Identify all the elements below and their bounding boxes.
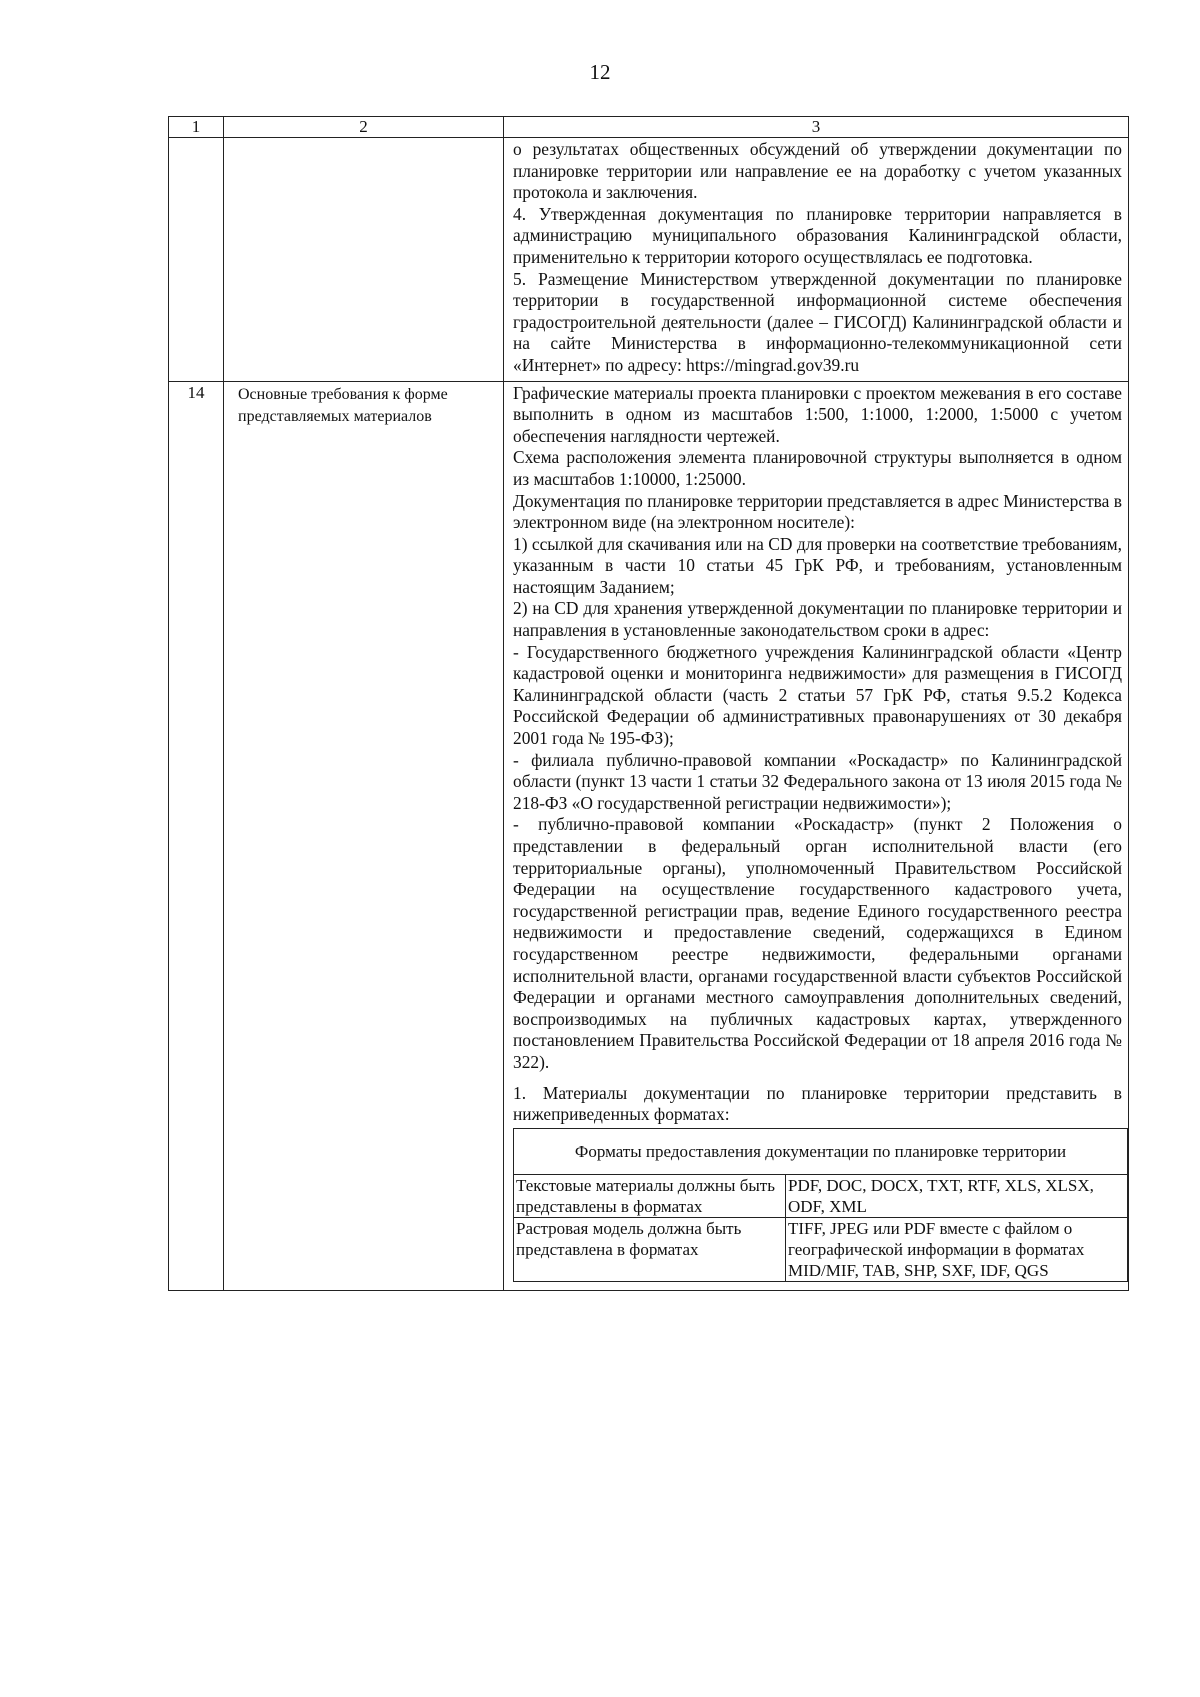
paragraph: Документация по планировке территории представляется в адрес Министерства в электронном виде (на электронном носителе):: [513, 490, 1122, 533]
column-header-3: 3: [504, 117, 1129, 138]
format-list-cell: TIFF, JPEG или PDF вместе с файлом о географической информации в форматах MID/MIF, TAB, SHP, SXF, IDF, QGS: [786, 1217, 1128, 1281]
row-number: 14: [169, 381, 224, 1290]
paragraph: 1. Материалы документации по планировке территории представить в нижеприведенных форматах:: [513, 1082, 1122, 1125]
row-content: [504, 138, 1129, 382]
row-number: [169, 138, 224, 382]
paragraph: 5. Размещение Министерством утвержденной документации по планировке территории в государственной информационной системе обеспечения градостроительной деятельности (далее – ГИСОГД) Калининградской области и на сайте Министерства в информационно-телекоммуникационной сети «Интернет» по адресу: https://mingrad.gov39.ru: [513, 268, 1122, 375]
row-label: [224, 138, 504, 382]
table-row-14: [169, 381, 1129, 1290]
paragraph: - филиала публично-правовой компании «Роскадастр» по Калининградской области (пункт 13 части 1 статьи 32 Федерального закона от 13 июля 2015 года № 218-ФЗ «О государственной регистрации недвижимости»);: [513, 749, 1122, 813]
paragraph: 1) ссылкой для скачивания или на CD для проверки на соответствие требованиям, указанным в части 10 статьи 45 ГрК РФ, и требованиям, установленным настоящим Заданием;: [513, 533, 1122, 597]
formats-table-title-row: [514, 1128, 1128, 1174]
table-row-continuation: [169, 138, 1129, 382]
column-header-1: 1: [169, 117, 224, 138]
page-number: 12: [589, 60, 611, 84]
paragraph: Графические материалы проекта планировки с проектом межевания в его составе выполнить в одном из масштабов 1:500, 1:1000, 1:2000, 1:5000 с учетом обеспечения наглядности чертежей.: [513, 382, 1122, 446]
formats-table-title: Форматы предоставления документации по планировке территории: [514, 1128, 1128, 1174]
paragraph: Схема расположения элемента планировочной структуры выполняется в одном из масштабов 1:10000, 1:25000.: [513, 447, 1122, 489]
requirements-table: [168, 116, 1129, 1291]
format-type-cell: Растровая модель должна быть представлена в форматах: [514, 1217, 786, 1281]
table-row: [514, 1217, 1128, 1281]
table-row: [514, 1174, 1128, 1217]
row-content: [504, 381, 1129, 1290]
paragraph: - публично-правовой компании «Роскадастр» (пункт 2 Положения о представлении в федеральный орган исполнительной власти (его территориальные органы), уполномоченный Правительством Российской Федерации на осуществление государственного кадастрового учета, государственной регистрации прав, ведение Единого государственного реестра недвижимости и предоставление сведений, содержащихся в Едином государственном реестре недвижимости, федеральными органами исполнительной власти, органами государственной власти субъектов Российской Федерации и органами местного самоуправления дополнительных сведений, воспроизводимых на публичных кадастровых картах, утвержденного постановлением Правительства Российской Федерации от 18 апреля 2016 года № 322).: [513, 814, 1122, 1072]
format-type-cell: Текстовые материалы должны быть представлены в форматах: [514, 1174, 786, 1217]
formats-table: [513, 1128, 1128, 1282]
format-list-cell: PDF, DOC, DOCX, TXT, RTF, XLS, XLSX, ODF, XML: [786, 1174, 1128, 1217]
row-label: Основные требования к форме представляемых материалов: [224, 381, 504, 1290]
table-header-row: [169, 117, 1129, 138]
paragraph: 2) на CD для хранения утвержденной документации по планировке территории и направления в установленные законодательством сроки в адрес:: [513, 598, 1122, 641]
paragraph: 4. Утвержденная документация по планировке территории направляется в администрацию муниципального образования Калининградской области, применительно к территории которого осуществлялась ее подготовка.: [513, 203, 1122, 267]
column-header-2: 2: [224, 117, 504, 138]
paragraph: о результатах общественных обсуждений об утверждении документации по планировке территории или направление ее на доработку с учетом указанных протокола и заключения.: [513, 139, 1122, 203]
paragraph: - Государственного бюджетного учреждения Калининградской области «Центр кадастровой оценки и мониторинга недвижимости» для размещения в ГИСОГД Калининградской области (часть 2 статьи 57 ГрК РФ, статья 9.5.2 Кодекса Российской Федерации об административных правонарушениях от 30 декабря 2001 года № 195-ФЗ);: [513, 641, 1122, 749]
